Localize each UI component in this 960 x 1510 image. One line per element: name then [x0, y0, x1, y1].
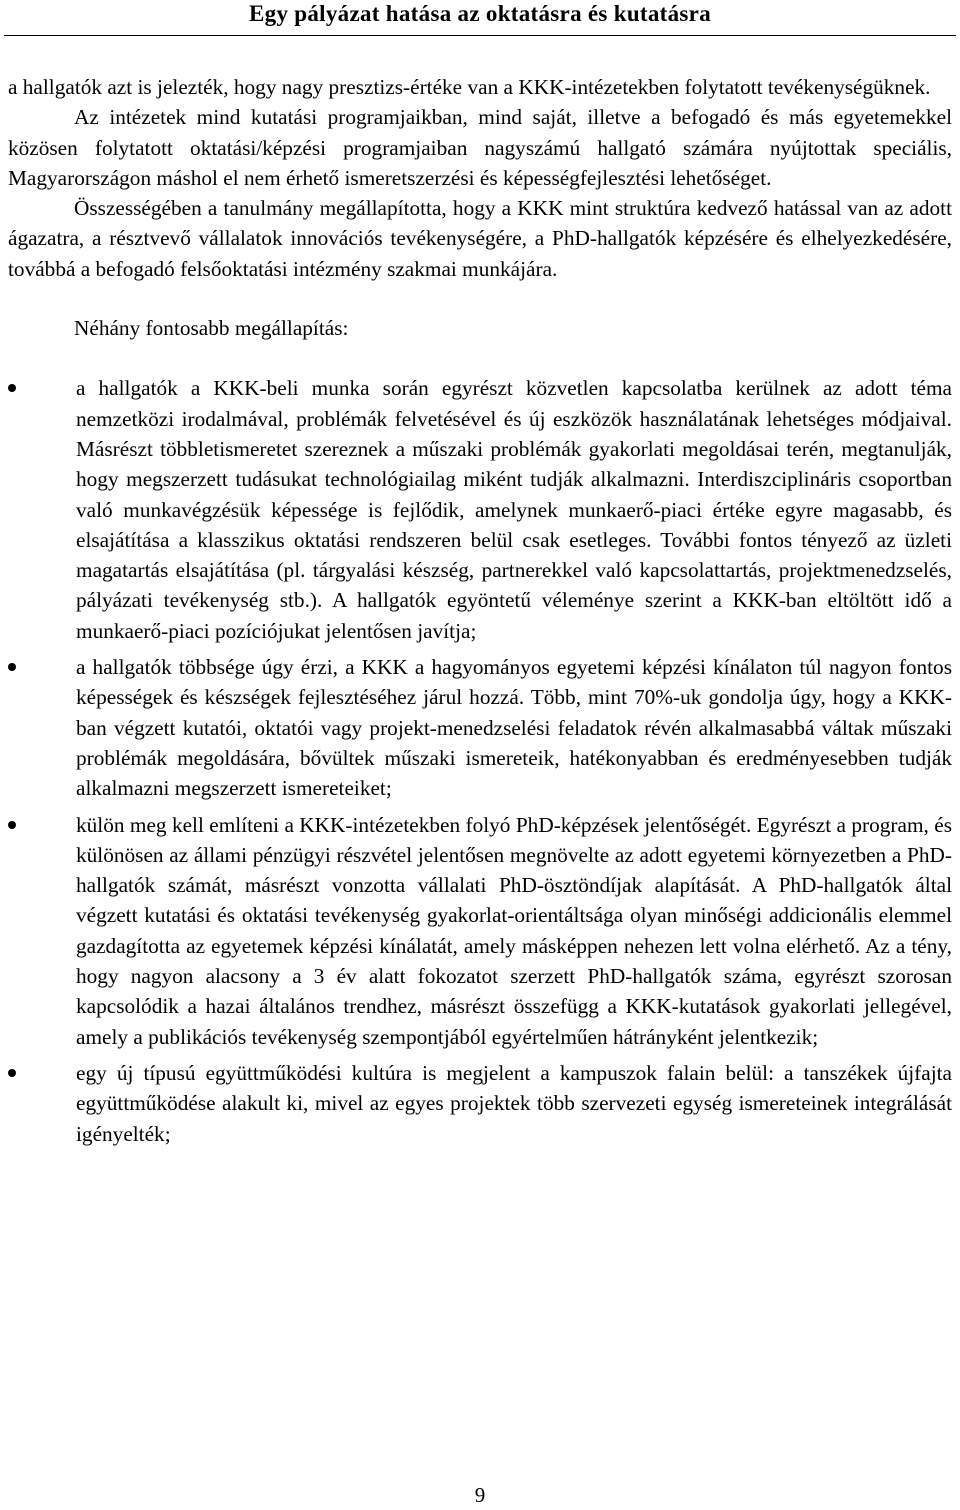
list-item-text: a hallgatók a KKK-beli munka során egyrészt közvetlen kapcsolatba kerülnek az adott téma nemzetközi irodalmával, problémák felvetésével és új eszközök használatának lehetséges módjaival. Másrészt többletismeretet szereznek a műszaki problémák gyakorlati megoldásai terén, megtanulják, hogy megszerzett tudásukat technológiailag miként tudják alkalmazni. Interdiszciplináris csoportban való munkavégzésük képessége is fejlődik, amelynek munkaerő-piaci értéke egyre magasabb, és elsajátítása a klasszikus oktatási rendszeren belül csak esetleges. További fontos tényező az üzleti magatartás elsajátítása (pl. tárgyalási készség, partnerekkel való kapcsolattartás, projektmenedzselés, pályázati tevékenység stb.). A hallgatók egyöntetű véleménye szerint a KKK-ban eltöltött idő a munkaerő-piaci pozíciójukat jelentősen javítja; [76, 376, 952, 643]
findings-list [8, 373, 952, 1148]
bullet-icon [8, 663, 16, 671]
page-number: 9 [474, 1483, 486, 1507]
list-item [8, 1058, 952, 1149]
list-item-text: a hallgatók többsége úgy érzi, a KKK a hagyományos egyetemi képzési kínálaton túl nagyon fontos képességek és készségek fejlesztéséhez járul hozzá. Több, mint 70%-uk gondolja úgy, hogy a KKK-ban végzett kutatói, oktatói vagy projekt-menedzselési feladatok révén alkalmasabbá váltak műszaki problémák megoldására, bővültek műszaki ismereteik, hatékonyabban és eredményesebben tudják alkalmazni megszerzett ismereteiket; [76, 655, 952, 801]
findings-intro: Néhány fontosabb megállapítás: [74, 316, 349, 341]
bullet-icon [8, 384, 16, 392]
bullet-icon [8, 821, 16, 829]
list-item [8, 373, 952, 646]
running-header-title: Egy pályázat hatása az oktatásra és kutatásra [249, 1, 711, 26]
list-item [8, 652, 952, 803]
list-item-text: külön meg kell említeni a KKK-intézetekben folyó PhD-képzések jelentőségét. Egyrészt a program, és különösen az állami pénzügyi részvétel jelentősen megnövelte az adott egyetemi környezetben a PhD-hallgatók számát, másrészt vonzotta vállalati PhD-ösztöndíjak alapítását. A PhD-hallgatók által végzett kutatási és oktatási tevékenység gyakorlat-orientáltsága olyan minőségi addicionális elemmel gazdagította az egyetemek képzési kínálatát, amely másképpen nehezen lett volna elérhető. Az a tény, hogy nagyon alacsony a 3 év alatt fokozatot szerzett PhD-hallgatók száma, egyrészt szorosan kapcsolódik a hazai általános trendhez, másrészt összefügg a KKK-kutatások gyakorlati jellegével, amely a publikációs tevékenység szempontjából egyértelműen hátrányként jelentkezik; [76, 812, 952, 1049]
list-item [8, 810, 952, 1052]
list-item-text: egy új típusú együttműködési kultúra is megjelent a kampuszok falain belül: a tanszékek újfajta együttműködése alakult ki, mivel az egyes projektek több szervezeti egység ismereteinek integrálását igényelték; [76, 1060, 952, 1146]
header-divider [4, 35, 956, 36]
bullet-icon [8, 1069, 16, 1077]
paragraph-institutes: Az intézetek mind kutatási programjaikban, mind saját, illetve a befogadó és más egyetemekkel közösen folytatott oktatási/képzési programjaiban nagyszámú hallgató számára nyújtottak speciális, Magyarországon máshol el nem érhető ismeretszerzési és képességfejlesztési lehetőséget. [8, 105, 952, 190]
paragraph-continuation: a hallgatók azt is jelezték, hogy nagy presztizs-értéke van a KKK-intézetekben folytatott tevékenységüknek. [8, 75, 931, 99]
paragraph-summary: Összességében a tanulmány megállapította, hogy a KKK mint struktúra kedvező hatással van az adott ágazatra, a résztvevő vállalatok innovációs tevékenységére, a PhD-hallgatók képzésére és elhelyezkedésére, továbbá a befogadó felsőoktatási intézmény szakmai munkájára. [8, 196, 952, 281]
document-body [8, 72, 952, 1155]
running-header [0, 0, 960, 34]
